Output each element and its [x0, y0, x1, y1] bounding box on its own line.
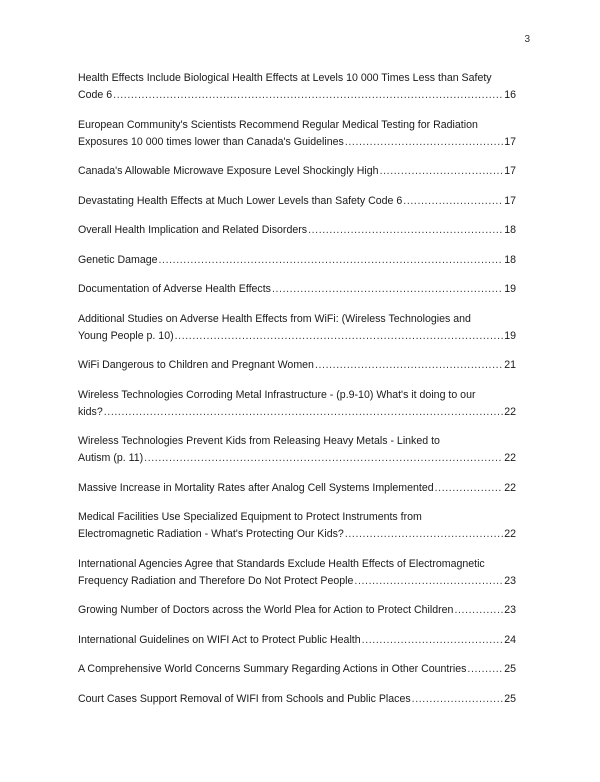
dot-leader — [435, 480, 504, 497]
toc-entry-page-number: 16 — [504, 89, 516, 101]
toc-entry-title-line: Electromagnetic Radiation - What's Protecting Our Kids? — [78, 528, 344, 540]
toc-entry[interactable] — [78, 556, 516, 590]
table-of-contents — [78, 70, 516, 720]
toc-entry-title-line: European Community's Scientists Recommend Regular Medical Testing for Radiation — [78, 118, 478, 131]
toc-entry-page-number: 22 — [504, 452, 516, 464]
toc-entry-last-line — [78, 328, 516, 345]
dot-leader — [315, 357, 503, 374]
toc-entry[interactable] — [78, 632, 516, 649]
toc-entry[interactable] — [78, 281, 516, 298]
toc-entry-last-line — [78, 691, 516, 708]
toc-entry-page-number: 22 — [504, 405, 516, 418]
dot-leader — [362, 632, 504, 649]
dot-leader — [104, 404, 503, 421]
toc-entry-page-number: 17 — [504, 135, 516, 148]
toc-entry[interactable] — [78, 433, 516, 467]
toc-entry-title-line: Code 6 — [78, 89, 113, 101]
toc-entry[interactable] — [78, 509, 516, 543]
toc-entry-title-line: Court Cases Support Removal of WIFI from Schools and Public Places — [78, 692, 411, 705]
toc-entry-page-number: 18 — [504, 224, 516, 236]
toc-entry[interactable] — [78, 163, 516, 180]
toc-entry-last-line — [78, 450, 516, 467]
toc-entry-page-number: 17 — [504, 194, 516, 207]
toc-entry-last-line — [78, 252, 516, 269]
toc-entry-title-line: A Comprehensive World Concerns Summary Regarding Actions in Other Countries — [78, 663, 467, 675]
toc-entry-title-line: Additional Studies on Adverse Health Effects from WiFi: (Wireless Technologies and — [78, 312, 471, 325]
toc-entry[interactable] — [78, 70, 516, 104]
toc-entry-last-line — [78, 480, 516, 497]
toc-entry[interactable] — [78, 602, 516, 619]
toc-entry-page-number: 24 — [504, 633, 516, 646]
toc-entry-last-line — [78, 134, 516, 151]
toc-entry-last-line — [78, 357, 516, 374]
toc-entry-last-line — [78, 404, 516, 421]
toc-entry[interactable] — [78, 661, 516, 678]
toc-entry-page-number: 21 — [504, 359, 516, 371]
toc-entry[interactable] — [78, 252, 516, 269]
toc-entry-title-line: WiFi Dangerous to Children and Pregnant Women — [78, 359, 314, 371]
toc-entry-page-number: 23 — [504, 574, 516, 587]
toc-entry[interactable] — [78, 691, 516, 708]
dot-leader — [159, 252, 504, 269]
toc-entry-last-line — [78, 602, 516, 619]
toc-entry-page-number: 22 — [504, 481, 516, 494]
toc-entry[interactable] — [78, 311, 516, 345]
dot-leader — [113, 87, 503, 104]
toc-entry-title-line: kids? — [78, 405, 103, 418]
toc-entry-title-line: Massive Increase in Mortality Rates after Analog Cell Systems Implemented — [78, 481, 434, 494]
dot-leader — [403, 193, 503, 210]
toc-entry-page-number: 22 — [504, 528, 516, 540]
dot-leader — [345, 526, 503, 543]
toc-entry-title-line: Exposures 10 000 times lower than Canada's Guidelines — [78, 135, 344, 148]
toc-entry-last-line — [78, 281, 516, 298]
toc-entry-title-line: International Agencies Agree that Standards Exclude Health Effects of Electromagnetic — [78, 557, 485, 570]
toc-entry-title-line: Genetic Damage — [78, 253, 158, 266]
toc-entry-title-line: Canada's Allowable Microwave Exposure Level Shockingly High — [78, 165, 379, 177]
toc-entry-title-line: Medical Facilities Use Specialized Equipment to Protect Instruments from — [78, 511, 422, 523]
toc-entry-last-line — [78, 163, 516, 180]
toc-entry-title-line: Young People p. 10) — [78, 329, 174, 342]
toc-entry-title-line: Autism (p. 11) — [78, 452, 144, 464]
toc-entry-last-line — [78, 87, 516, 104]
toc-entry-title-line: Wireless Technologies Corroding Metal Infrastructure - (p.9-10) What's it doing to our — [78, 388, 476, 401]
dot-leader — [412, 691, 504, 708]
toc-entry-last-line — [78, 661, 516, 678]
toc-entry-title-line: Health Effects Include Biological Health Effects at Levels 10 000 Times Less than Safety — [78, 72, 492, 84]
toc-entry-last-line — [78, 573, 516, 590]
toc-entry-title-line: Wireless Technologies Prevent Kids from Releasing Heavy Metals - Linked to — [78, 435, 440, 447]
dot-leader — [308, 222, 503, 239]
toc-entry[interactable] — [78, 357, 516, 374]
dot-leader — [380, 163, 504, 180]
toc-entry-page-number: 23 — [504, 604, 516, 616]
toc-entry-title-line: Overall Health Implication and Related Disorders — [78, 224, 308, 236]
toc-entry-last-line — [78, 222, 516, 239]
dot-leader — [354, 573, 503, 590]
toc-entry-title-line: Frequency Radiation and Therefore Do Not Protect People — [78, 574, 354, 587]
toc-entry-title-line: Growing Number of Doctors across the World Plea for Action to Protect Children — [78, 604, 454, 616]
toc-entry-page-number: 25 — [504, 692, 516, 705]
toc-entry-page-number: 18 — [504, 253, 516, 266]
toc-entry[interactable] — [78, 387, 516, 421]
toc-entry-title-line: Devastating Health Effects at Much Lower Levels than Safety Code 6 — [78, 194, 403, 207]
toc-entry-page-number: 25 — [504, 663, 516, 675]
dot-leader — [272, 281, 503, 298]
dot-leader — [144, 450, 503, 467]
toc-entry-title-line: Documentation of Adverse Health Effects — [78, 283, 271, 295]
toc-entry[interactable] — [78, 193, 516, 210]
toc-entry-last-line — [78, 193, 516, 210]
toc-entry-last-line — [78, 526, 516, 543]
toc-entry-page-number: 19 — [504, 283, 516, 295]
toc-entry-page-number: 17 — [504, 165, 516, 177]
dot-leader — [345, 134, 503, 151]
toc-entry[interactable] — [78, 480, 516, 497]
dot-leader — [175, 328, 504, 345]
toc-entry[interactable] — [78, 222, 516, 239]
toc-entry-last-line — [78, 632, 516, 649]
dot-leader — [467, 661, 503, 678]
toc-entry-page-number: 19 — [504, 329, 516, 342]
toc-entry[interactable] — [78, 117, 516, 151]
toc-entry-title-line: International Guidelines on WIFI Act to Protect Public Health — [78, 633, 361, 646]
page-number: 3 — [524, 34, 530, 45]
dot-leader — [454, 602, 503, 619]
